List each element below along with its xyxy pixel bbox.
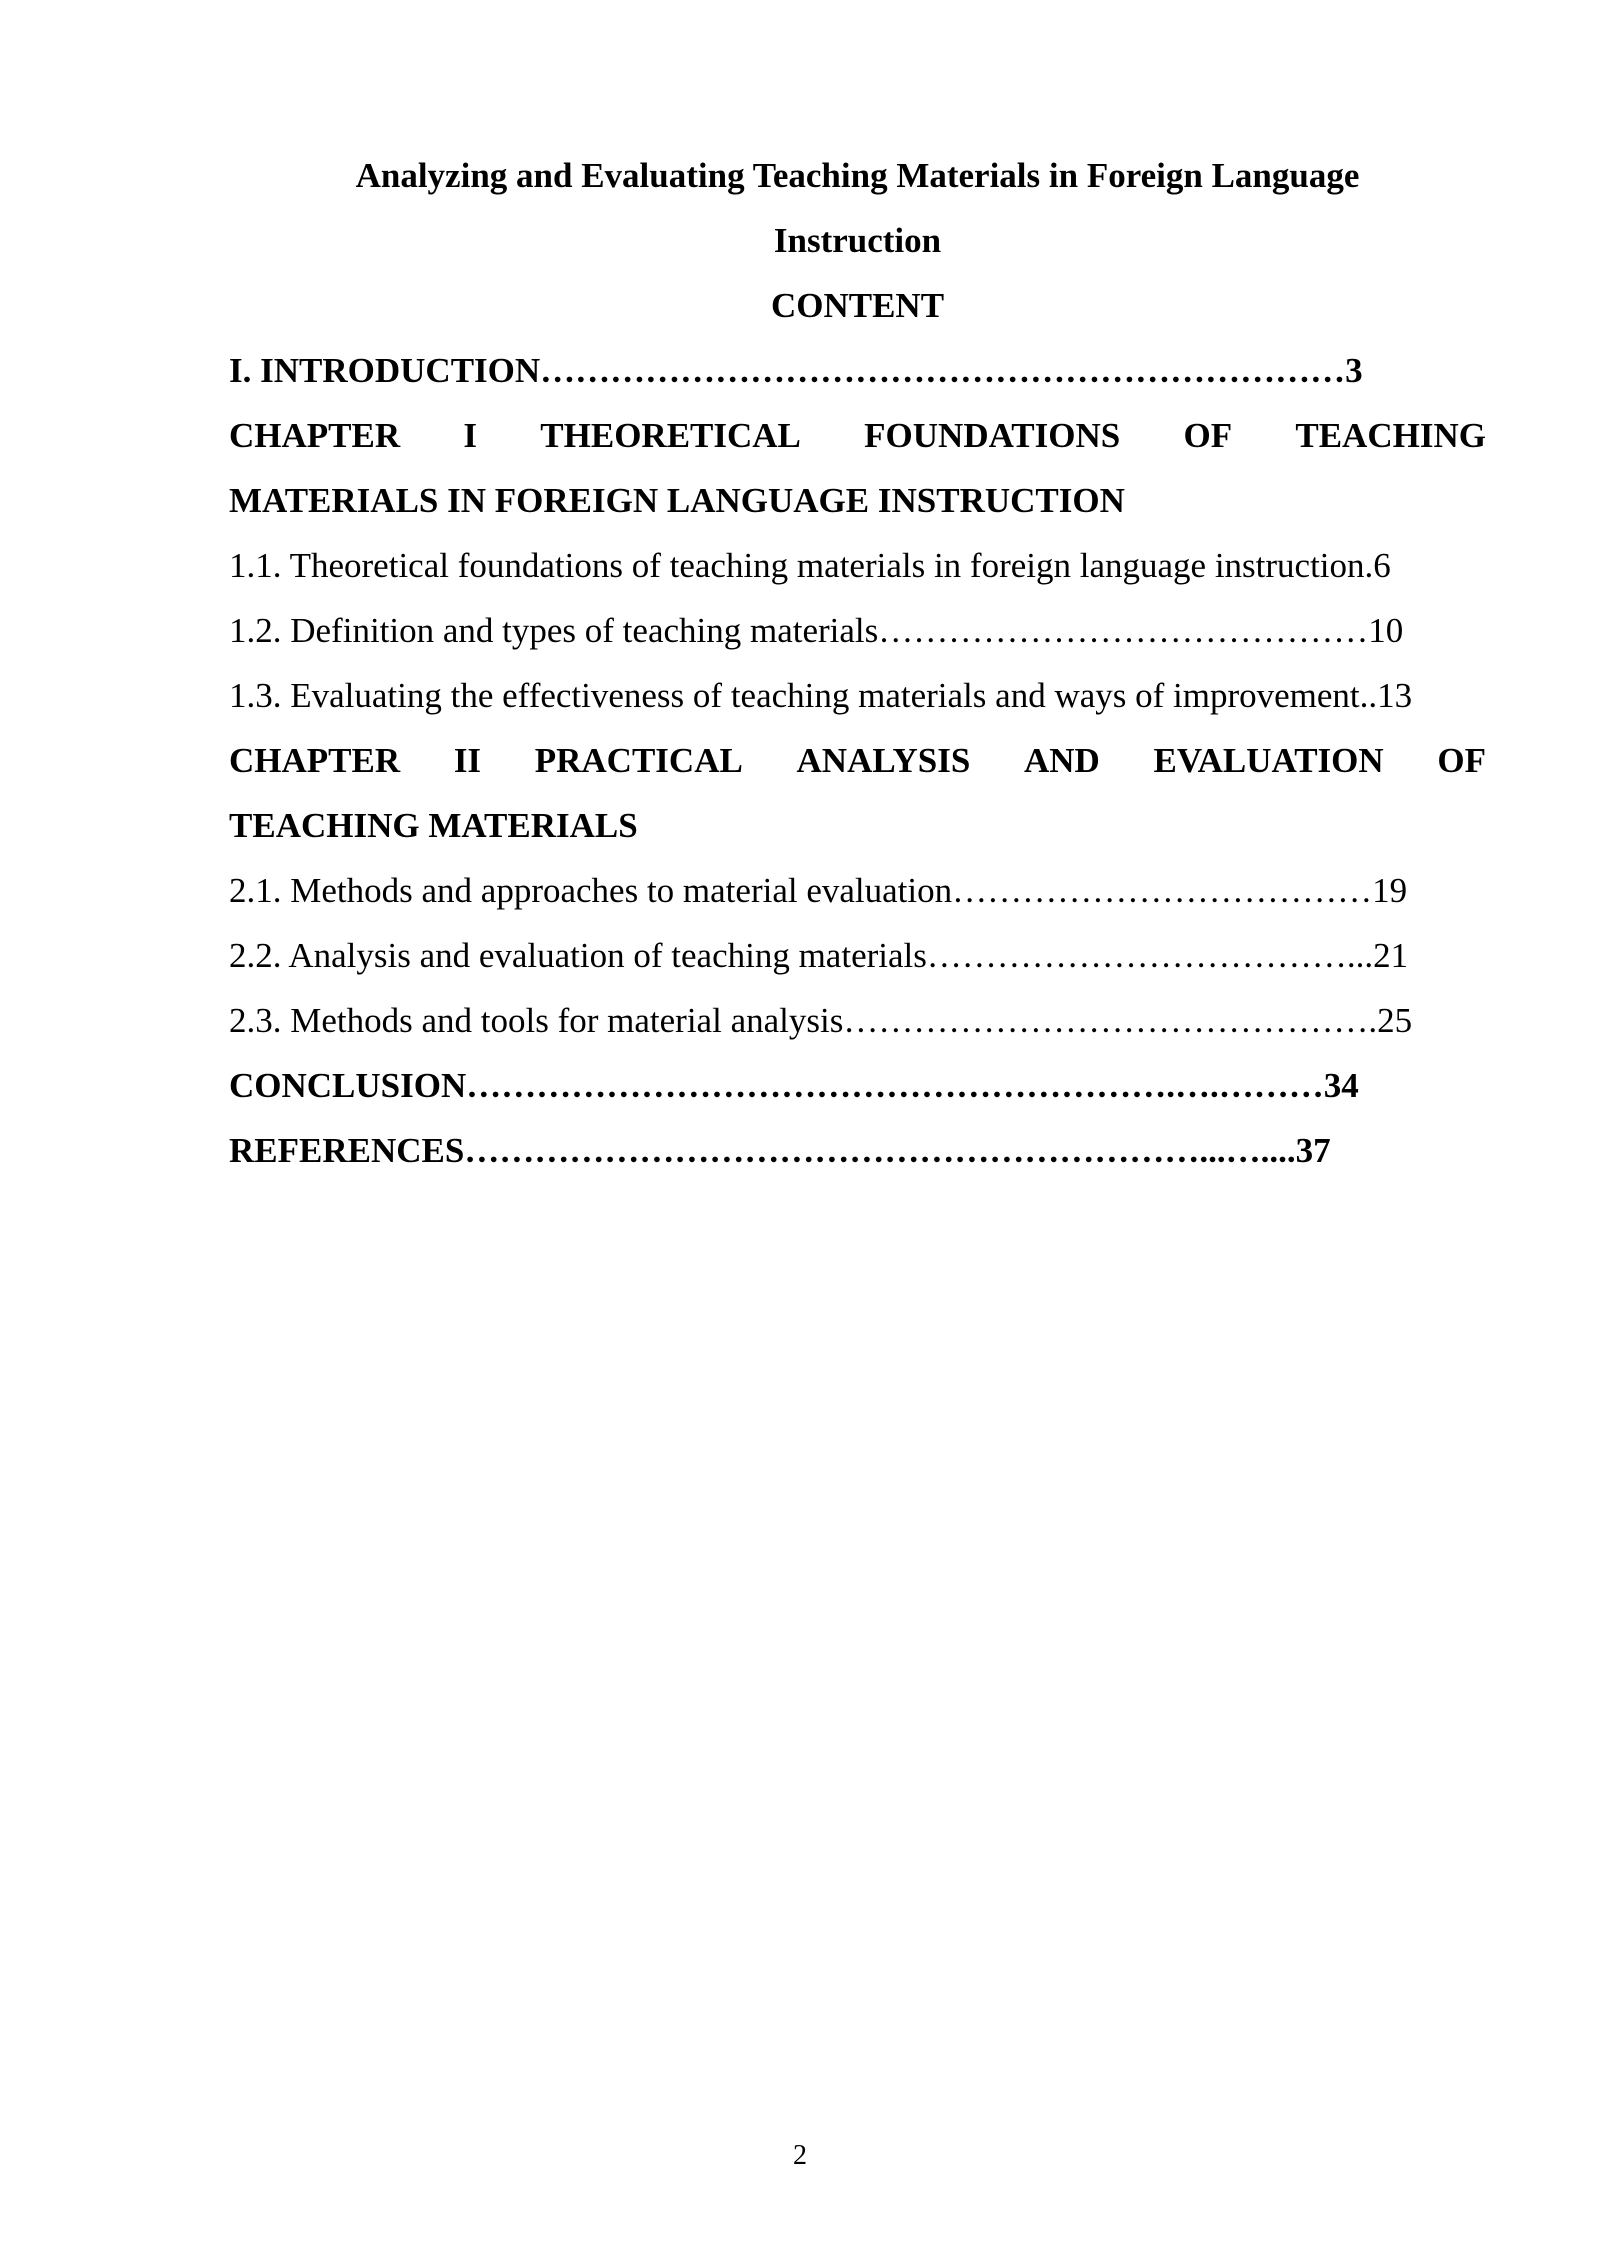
toc-entry-2-2: 2.2. Analysis and evaluation of teaching materials………………………………...21	[229, 936, 1409, 975]
document-title-line-2: Instruction	[773, 221, 942, 260]
heading-word: TEACHING	[1295, 416, 1486, 455]
page-number: 2	[793, 2140, 807, 2171]
toc-entry-1-3: 1.3. Evaluating the effectiveness of teaching materials and ways of improvement..13	[229, 676, 1413, 715]
toc-entry-2-3: 2.3. Methods and tools for material analysis……………………………………….25	[229, 1001, 1413, 1040]
toc-entry-references: REFERENCES………………………………………………………...…....37	[229, 1131, 1331, 1170]
toc-chapter-1-heading-line-2: MATERIALS IN FOREIGN LANGUAGE INSTRUCTION	[229, 481, 1125, 520]
heading-word: AND	[1024, 741, 1100, 780]
heading-word: EVALUATION	[1153, 741, 1384, 780]
heading-word: OF	[1183, 416, 1233, 455]
heading-word: ANALYSIS	[796, 741, 971, 780]
toc-chapter-2-heading-line-1	[229, 728, 1486, 793]
heading-word: I	[463, 416, 478, 455]
heading-word: FOUNDATIONS	[864, 416, 1121, 455]
heading-word: CHAPTER	[229, 741, 401, 780]
heading-word: PRACTICAL	[534, 741, 743, 780]
toc-entry-conclusion: CONCLUSION…………………………………………………….….………34	[229, 1066, 1359, 1105]
toc-chapter-1-heading-line-1	[229, 403, 1486, 468]
heading-word: II	[453, 741, 482, 780]
toc-entry-1-1: 1.1. Theoretical foundations of teaching materials in foreign language instruction.6	[229, 546, 1391, 585]
toc-entry-introduction: I. INTRODUCTION……………………………………………………………3	[229, 351, 1363, 390]
heading-word: THEORETICAL	[540, 416, 801, 455]
heading-word: CHAPTER	[229, 416, 401, 455]
content-heading: CONTENT	[770, 286, 945, 325]
toc-entry-1-2: 1.2. Definition and types of teaching materials……………………………………10	[229, 611, 1404, 650]
document-title-line-1: Analyzing and Evaluating Teaching Materials in Foreign Language	[355, 156, 1360, 195]
toc-chapter-2-heading-line-2: TEACHING MATERIALS	[229, 806, 638, 845]
table-of-contents	[229, 143, 1486, 1183]
heading-word: OF	[1437, 741, 1486, 780]
toc-entry-2-1: 2.1. Methods and approaches to material evaluation………………………………19	[229, 871, 1408, 910]
